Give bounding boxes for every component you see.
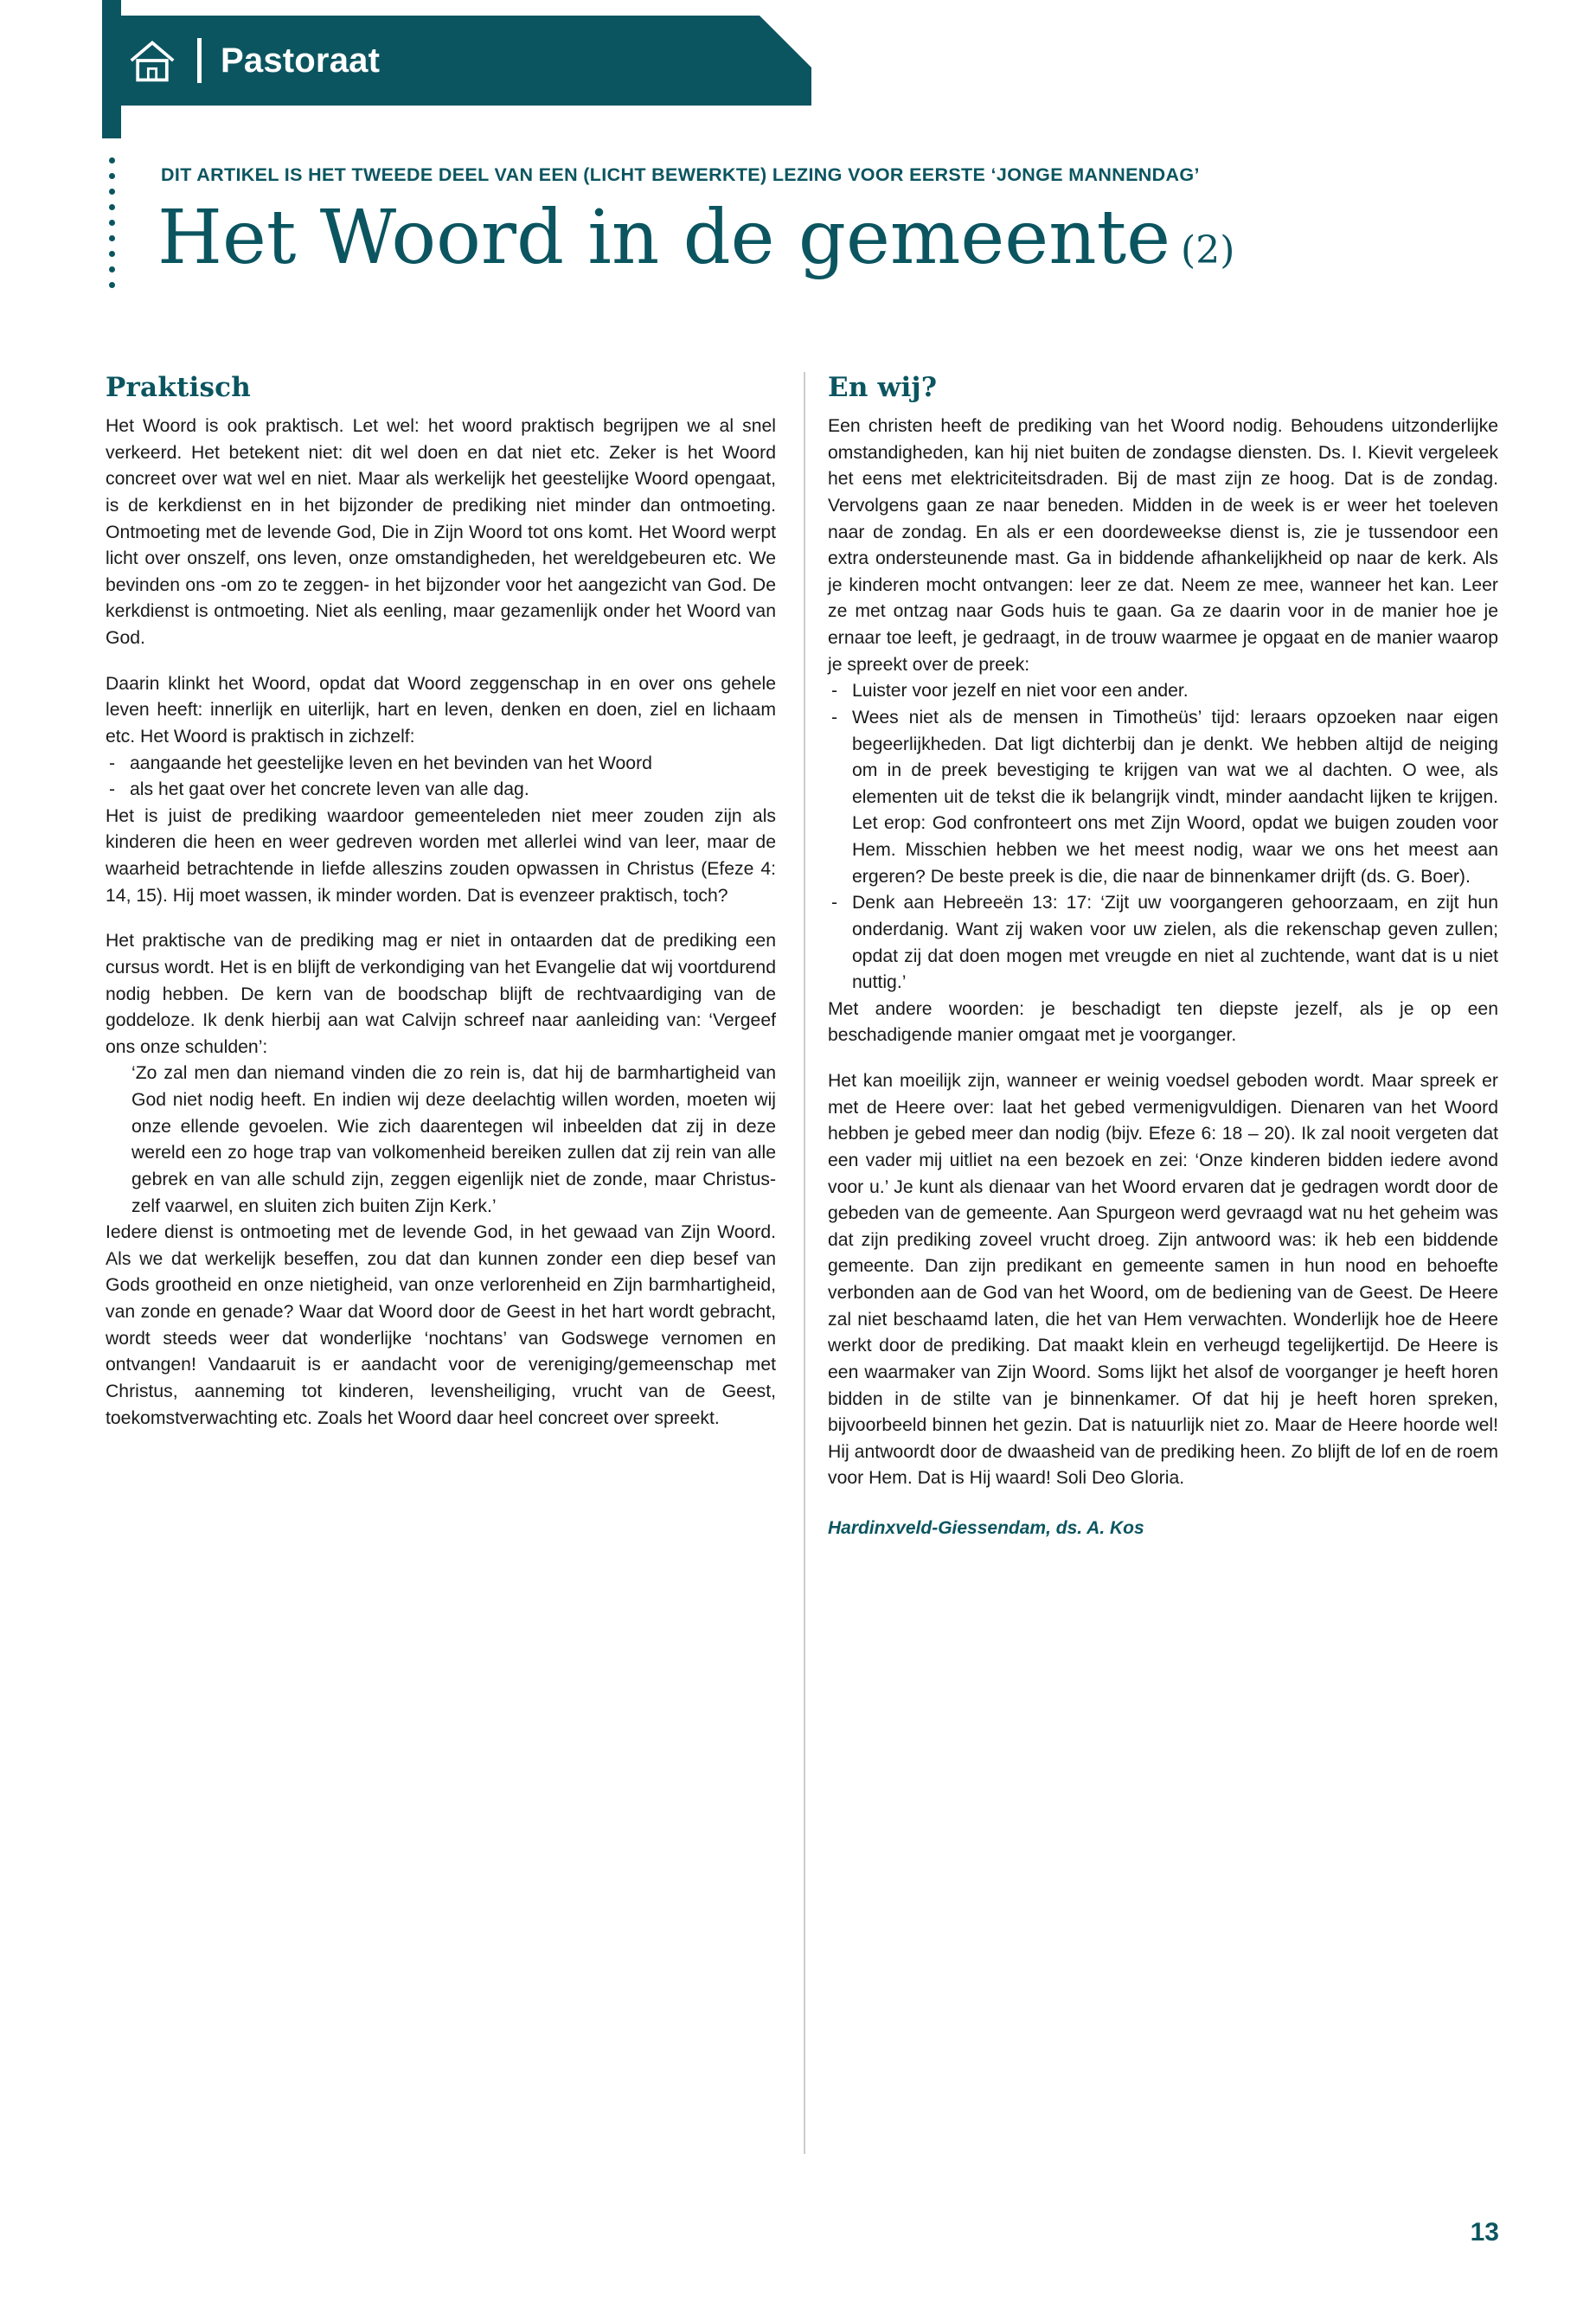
page-title-part: (2) bbox=[1181, 228, 1235, 272]
decorative-dot-column bbox=[109, 157, 116, 298]
right-column-heading: En wij? bbox=[828, 372, 938, 403]
house-icon bbox=[126, 36, 178, 85]
paragraph: Het is juist de prediking waardoor gemeenteleden niet meer zouden zijn als kinderen die heen en weer gedreven worden met allerlei wind van leer, maar de waarheid betrachtende in liefde alleszins zouden opwassen in Christus (Efeze 4: 14, 15). Hij moet wassen, ik minder worden. Dat is evenzeer praktisch, toch? bbox=[106, 805, 776, 906]
block-quote: ‘Zo zal men dan niemand vinden die zo rein is, dat hij de barmhartigheid van God niet nodig heeft. En indien wij deze deelachtig willen worden, moeten wij onze ellende gevoelen. Wie zich daarentegen wil inbeelden dat zij in deze wereld een zo hoge trap van volkomenheid bereiken zullen dat zij rein van alle gebrek en van alle schuld zijn, zeggen eigenlijk niet de zonde, maar Christus-zelf vaarwel, en sluiten zich buiten Zijn Kerk.’ bbox=[131, 1063, 776, 1216]
left-column bbox=[106, 372, 776, 2214]
paragraph: Het praktische van de prediking mag er niet in ontaarden dat de prediking een cursus wordt. Het is en blijft de verkondiging van het Evangelie dat wij voortdurend nodig hebben. De kern van de boodschap blijft de rechtvaardiging van de goddeloze. Ik denk hierbij aan wat Calvijn schreef naar aanleiding van: ‘Vergeef ons onze schulden’: bbox=[106, 931, 776, 1057]
section-banner bbox=[102, 16, 811, 106]
right-column bbox=[828, 372, 1498, 2214]
paragraph: Met andere woorden: je beschadigt ten diepste jezelf, als je op een beschadigende manier omgaat met je voorganger. bbox=[828, 998, 1498, 1046]
paragraph: Iedere dienst is ontmoeting met de levende God, in het gewaad van Zijn Woord. Als we dat werkelijk beseffen, zou dat dan kunnen zonder een diep besef van Gods grootheid en onze nietigheid, van onze verlorenheid en Zijn barmhartigheid, van zonde en genade? Waar dat Woord door de Geest in het hart wordt gebracht, wordt steeds weer dat wonderlijke ‘nochtans’ van Godswege vernomen en ontvangen! Vandaaruit is er aandacht voor de vereniging/gemeenschap met Christus, aanneming tot kinderen, levensheiliging, vrucht van de Geest, toekomstverwachting etc. Zoals het Woord daar heel concreet over spreekt. bbox=[106, 1222, 776, 1428]
page-title-main: Het Woord in de gemeente bbox=[157, 195, 1171, 281]
page-number: 13 bbox=[1470, 2218, 1499, 2247]
paragraph: Een christen heeft de prediking van het Woord nodig. Behoudens uitzonderlijke omstandigheden, kan hij niet buiten de zondagse diensten. Ds. I. Kievit vergeleek het eens met elektriciteitsdraden. Bij de mast zijn ze hoog. Dat is de zondag. Vervolgens gaan ze naar beneden. Midden in de week is er weer het toeleven naar de zondag. En als er een doordeweekse dienst is, zie je tussendoor een extra ondersteunende mast. Ga in biddende afhankelijkheid op naar de kerk. Als je kinderen mocht ontvangen: leer ze dat. Neem ze mee, wanneer het kan. Leer ze met ontzag naar Gods huis te gaan. Ga ze daarin voor in de manier hoe je ernaar toe leeft, je gedraagt, in de trouw waarmee je opgaat en de manier waarop je spreekt over de preek: bbox=[828, 416, 1498, 675]
section-label: Pastoraat bbox=[221, 41, 381, 80]
paragraph: Daarin klinkt het Woord, opdat dat Woord zeggenschap in en over ons gehele leven heeft: innerlijk en uiterlijk, hart en leven, denken en doen, ziel en lichaam etc. Het Woord is praktisch in zichzelf: bbox=[106, 673, 776, 747]
list-item: - Wees niet als de mensen in Timotheüs’ tijd: leraars opzoeken naar eigen begeerlijkheden. Dat ligt dichterbij dan je denkt. We hebben altijd de neiging om in de preek bevestiging te krijgen van wat we al dachten. O wee, als elementen uit de tekst die ik belangrijk vindt, minder aandacht lijken te krijgen. Let erop: God confronteert ons met Zijn Woord, opdat we buigen zouden voor Hem. Misschien hebben we het meest nodig, waar we ons het meest aan ergeren? De beste preek is die, die naar de binnenkamer drijft (ds. G. Boer). bbox=[828, 705, 1498, 890]
left-column-heading: Praktisch bbox=[106, 372, 251, 403]
paragraph: Het kan moeilijk zijn, wanneer er weinig voedsel geboden wordt. Maar spreek er met de Heere over: laat het gebed vermenigvuldigen. Dienaren van het Woord hebben je gebed meer dan nodig (bijv. Efeze 6: 18 – 20). Ik zal nooit vergeten dat een vader mij uitliet na een bezoek en zei: ‘Onze kinderen bidden iedere avond voor u.’ Je kunt als dienaar van het Woord ervaren dat je gedragen wordt door de gebeden van de gemeente. Aan Spurgeon werd gevraagd wat nu het geheim was dat zijn prediking zoveel vrucht droeg. Zijn antwoord was: ik heb een biddende gemeente. Dan zijn predikant en gemeente samen in hun nood en behoefte verbonden aan de God van het Woord, om de bediening van de Geest. De Heere zal niet beschaamd laten, die het van Hem verwachten. Wonderlijk hoe de Heere werkt door de prediking. Dat maakt klein en verheugd tegelijkertijd. De Heere is een waarmaker van Zijn Woord. Soms lijkt het alsof de voorganger je heeft horen bidden in de stilte van je binnenkamer. Of dat hij je heeft horen spreken, bijvoorbeeld binnen het gezin. Dat is natuurlijk niet zo. Maar de Heere hoorde wel! Hij antwoordt door de dwaasheid van de prediking heen. Zo blijft de lof en de roem voor Hem. Dat is Hij waard! Soli Deo Gloria. bbox=[828, 1071, 1498, 1489]
author-signature: Hardinxveld-Giessendam, ds. A. Kos bbox=[828, 1518, 1144, 1538]
page-title bbox=[157, 195, 1542, 281]
list-item: - Denk aan Hebreeën 13: 17: ‘Zijt uw voorgangeren gehoorzaam, en zijt hun onderdanig. Want zij waken voor uw zielen, als die rekenschap geven zullen; opdat zij dat doen mogen met vreugde en niet al zuchtende, want dat is u niet nuttig.’ bbox=[828, 890, 1498, 997]
list-item: - als het gaat over het concrete leven van alle dag. bbox=[106, 777, 776, 804]
left-column-list bbox=[106, 751, 776, 804]
article-kicker: DIT ARTIKEL IS HET TWEEDE DEEL VAN EEN (LICHT BEWERKTE) LEZING VOOR EERSTE ‘JONGE MANNENDAG’ bbox=[161, 164, 1200, 185]
column-divider bbox=[804, 372, 805, 2154]
paragraph: Het Woord is ook praktisch. Let wel: het woord praktisch begrijpen we al snel verkeerd. Het betekent niet: dit wel doen en dat niet etc. Zeker is het Woord concreet over wat wel en niet. Maar als werkelijk het geestelijke Woord opengaat, is de kerkdienst en in het bijzonder de prediking niet minder dan ontmoeting. Ontmoeting met de levende God, Die in Zijn Woord tot ons komt. Het Woord werpt licht over onszelf, ons leven, onze omstandigheden, het wereldgebeuren etc. We bevinden ons -om zo te zeggen- in het bijzonder voor het aangezicht van God. De kerkdienst is ontmoeting. Niet als eenling, maar gezamenlijk onder het Woord van God. bbox=[106, 416, 776, 648]
article-body bbox=[106, 372, 1498, 2214]
banner-divider bbox=[197, 38, 202, 83]
list-item: - aangaande het geestelijke leven en het bevinden van het Woord bbox=[106, 751, 776, 778]
right-column-list bbox=[828, 678, 1498, 997]
list-item: - Luister voor jezelf en niet voor een ander. bbox=[828, 678, 1498, 705]
